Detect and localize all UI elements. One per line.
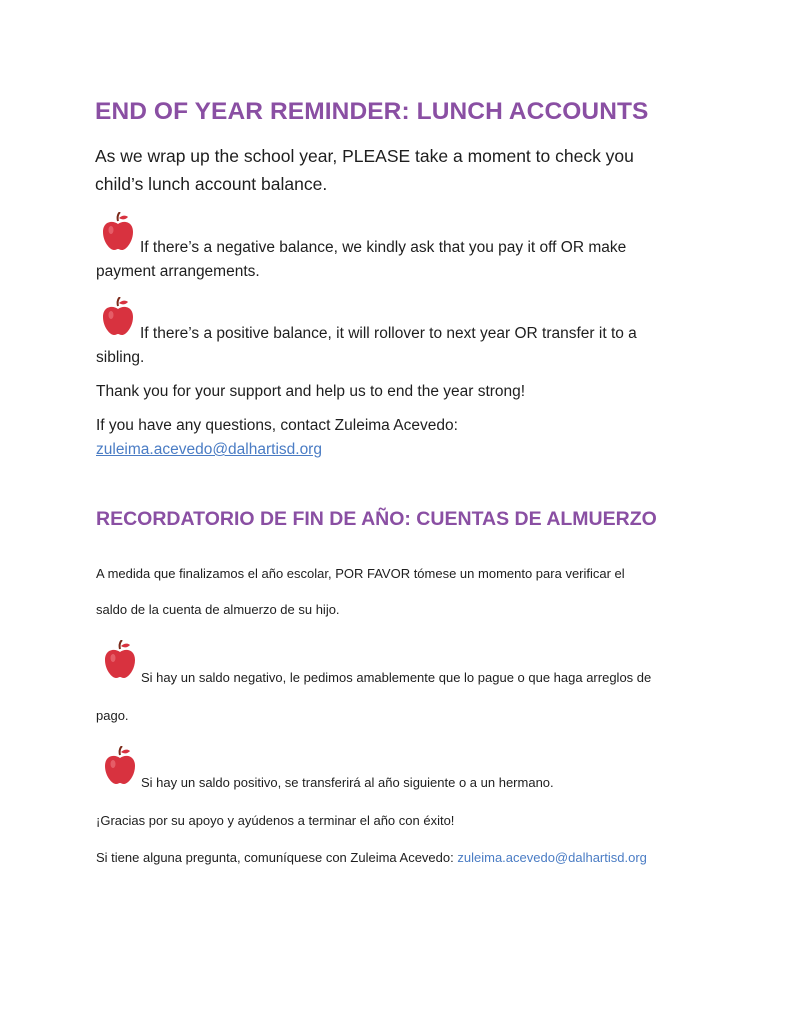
spanish-thanks: ¡Gracias por su apoyo y ayúdenos a terminar el año con éxito! bbox=[96, 813, 455, 828]
spanish-title: RECORDATORIO DE FIN DE AÑO: CUENTAS DE ALMUERZO bbox=[96, 508, 657, 530]
english-contact: If you have any questions, contact Zuleima Acevedo: bbox=[96, 417, 458, 434]
apple-icon bbox=[101, 297, 135, 337]
english-negative-line-1: If there’s a negative balance, we kindly ask that you pay it off OR make bbox=[140, 239, 627, 256]
english-negative-line-2: payment arrangements. bbox=[96, 263, 260, 280]
english-title: END OF YEAR REMINDER: LUNCH ACCOUNTS bbox=[95, 98, 649, 125]
english-email-link[interactable]: zuleima.acevedo@dalhartisd.org bbox=[96, 441, 322, 458]
english-positive-line-1: If there’s a positive balance, it will rollover to next year OR transfer it to a bbox=[140, 325, 637, 342]
spanish-intro-line-1: A medida que finalizamos el año escolar, POR FAVOR tómese un momento para verificar el bbox=[96, 566, 625, 581]
english-intro-line-2: child’s lunch account balance. bbox=[95, 174, 328, 194]
spanish-contact-line bbox=[96, 849, 647, 867]
english-intro-line-1: As we wrap up the school year, PLEASE take a moment to check you bbox=[95, 146, 634, 166]
spanish-negative-line-2: pago. bbox=[96, 708, 129, 723]
spanish-email-link[interactable]: zuleima.acevedo@dalhartisd.org bbox=[457, 850, 647, 865]
spanish-positive: Si hay un saldo positivo, se transferirá al año siguiente o a un hermano. bbox=[141, 775, 554, 790]
spanish-intro-line-2: saldo de la cuenta de almuerzo de su hijo. bbox=[96, 602, 340, 617]
english-positive-line-2: sibling. bbox=[96, 349, 145, 366]
spanish-negative-line-1: Si hay un saldo negativo, le pedimos amablemente que lo pague o que haga arreglos de bbox=[141, 670, 652, 685]
apple-icon bbox=[101, 212, 135, 252]
apple-icon bbox=[103, 746, 137, 786]
apple-icon bbox=[103, 640, 137, 680]
english-thanks: Thank you for your support and help us to end the year strong! bbox=[96, 383, 526, 400]
spanish-contact: Si tiene alguna pregunta, comuníquese con Zuleima Acevedo: bbox=[96, 850, 454, 865]
